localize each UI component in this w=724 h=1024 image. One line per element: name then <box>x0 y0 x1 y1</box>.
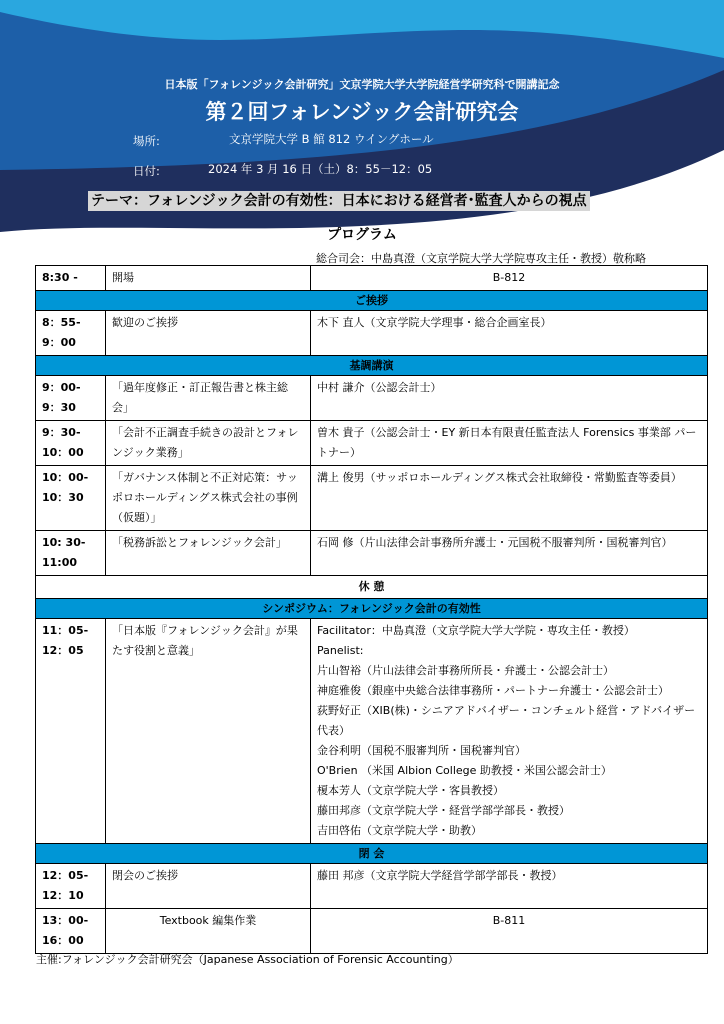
date-value: 2024 年 3 月 16 日（土）8：55－12：05 <box>208 162 433 176</box>
panel-line: 神庭雅俊（銀座中央総合法律事務所・パートナー弁護士・公認会計士） <box>317 684 669 697</box>
title-cell: 「税務訴訟とフォレンジック会計」 <box>106 531 311 576</box>
event-title: 第２回フォレンジック会計研究会 <box>205 100 519 124</box>
title-cell: 開場 <box>106 266 311 291</box>
section-label: ご挨拶 <box>36 291 708 311</box>
section-label: 閉 会 <box>36 844 708 864</box>
time-cell: 12：05- 12：10 <box>36 864 106 909</box>
detail-cell: 木下 直人（文京学院大学理事・総合企画室長） <box>311 311 708 356</box>
program-table <box>35 265 708 954</box>
program-heading: プログラム <box>327 227 397 243</box>
panel-line: 吉田啓佑（文京学院大学・助教） <box>317 824 482 837</box>
place-label: 場所: <box>133 134 160 148</box>
detail-cell: 藤田 邦彦（文京学院大学経営学部学部長・教授） <box>311 864 708 909</box>
table-row <box>36 531 708 576</box>
table-row <box>36 376 708 421</box>
table-row <box>36 864 708 909</box>
time-cell: 9：30- 10：00 <box>36 421 106 466</box>
time-cell: 8：55- 9：00 <box>36 311 106 356</box>
break-row <box>36 576 708 599</box>
detail-cell: 中村 謙介（公認会計士） <box>311 376 708 421</box>
panel-line: Facilitator：中島真澄（文京学院大学大学院・専攻主任・教授） <box>317 624 635 637</box>
time-cell: 11：05- 12：05 <box>36 619 106 844</box>
panel-line: Panelist: <box>317 644 364 657</box>
section-header-greeting <box>36 291 708 311</box>
moderator-note: 総合司会：中島真澄（文京学院大学大学院専攻主任・教授）敬称略 <box>316 252 646 265</box>
organizer-footer: 主催:フォレンジック会計研究会（Japanese Association of Forensic Accounting） <box>36 953 459 966</box>
section-header-keynote <box>36 356 708 376</box>
event-subtitle: 日本版「フォレンジック会計研究」文京学院大学大学院経営学研究科で開講記念 <box>164 78 560 91</box>
date-label: 日付: <box>133 164 160 178</box>
title-cell: 閉会のご挨拶 <box>106 864 311 909</box>
table-row <box>36 266 708 291</box>
break-label: 休 憩 <box>36 576 708 599</box>
time-cell: 8:30 - <box>36 266 106 291</box>
table-row <box>36 909 708 954</box>
title-cell: 歓迎のご挨拶 <box>106 311 311 356</box>
section-label: シンポジウム：フォレンジック会計の有効性 <box>36 599 708 619</box>
panel-line: 金谷利明（国税不服審判所・国税審判官） <box>317 744 526 757</box>
table-row <box>36 466 708 531</box>
time-cell: 9：00- 9：30 <box>36 376 106 421</box>
table-row <box>36 421 708 466</box>
title-cell: 「日本版『フォレンジック会計』が果たす役割と意義」 <box>106 619 311 844</box>
panel-line: 片山智裕（片山法律会計事務所所長・弁護士・公認会計士） <box>317 664 614 677</box>
title-cell: 「会計不正調査手続きの設計とフォレンジック業務」 <box>106 421 311 466</box>
time-cell: 13：00- 16：00 <box>36 909 106 954</box>
title-cell: 「過年度修正・訂正報告書と株主総会」 <box>106 376 311 421</box>
theme-banner: テーマ：フォレンジック会計の有効性：日本における経営者･監査人からの視点 <box>88 191 590 211</box>
panel-line: O'Brien （米国 Albion College 助教授・米国公認会計士） <box>317 764 612 777</box>
title-cell: 「ガバナンス体制と不正対応策：サッポロホールディングス株式会社の事例（仮題）」 <box>106 466 311 531</box>
time-cell: 10: 30- 11:00 <box>36 531 106 576</box>
section-header-closing <box>36 844 708 864</box>
detail-cell: 石岡 修（片山法律会計事務所弁護士・元国税不服審判所・国税審判官） <box>311 531 708 576</box>
panel-line: 榎本芳人（文京学院大学・客員教授） <box>317 784 504 797</box>
time-cell: 10：00- 10：30 <box>36 466 106 531</box>
panel-line: 荻野好正（XIB(株)・シニアアドバイザー・コンチェルト経営・アドバイザー代表） <box>317 704 696 737</box>
detail-cell: B-812 <box>311 266 708 291</box>
detail-cell: B-811 <box>311 909 708 954</box>
title-cell: Textbook 編集作業 <box>106 909 311 954</box>
section-header-symposium <box>36 599 708 619</box>
panel-list <box>311 619 708 844</box>
detail-cell: 曽木 貴子（公認会計士・EY 新日本有限責任監査法人 Forensics 事業部 パートナー） <box>311 421 708 466</box>
table-row <box>36 619 708 844</box>
header-wave-background <box>0 0 724 260</box>
place-value: 文京学院大学 B 館 812 ウイングホール <box>229 132 434 146</box>
table-row <box>36 311 708 356</box>
section-label: 基調講演 <box>36 356 708 376</box>
panel-line: 藤田邦彦（文京学院大学・経営学部学部長・教授） <box>317 804 570 817</box>
detail-cell: 溝上 俊男（サッポロホールディングス株式会社取締役・常勤監査等委員） <box>311 466 708 531</box>
